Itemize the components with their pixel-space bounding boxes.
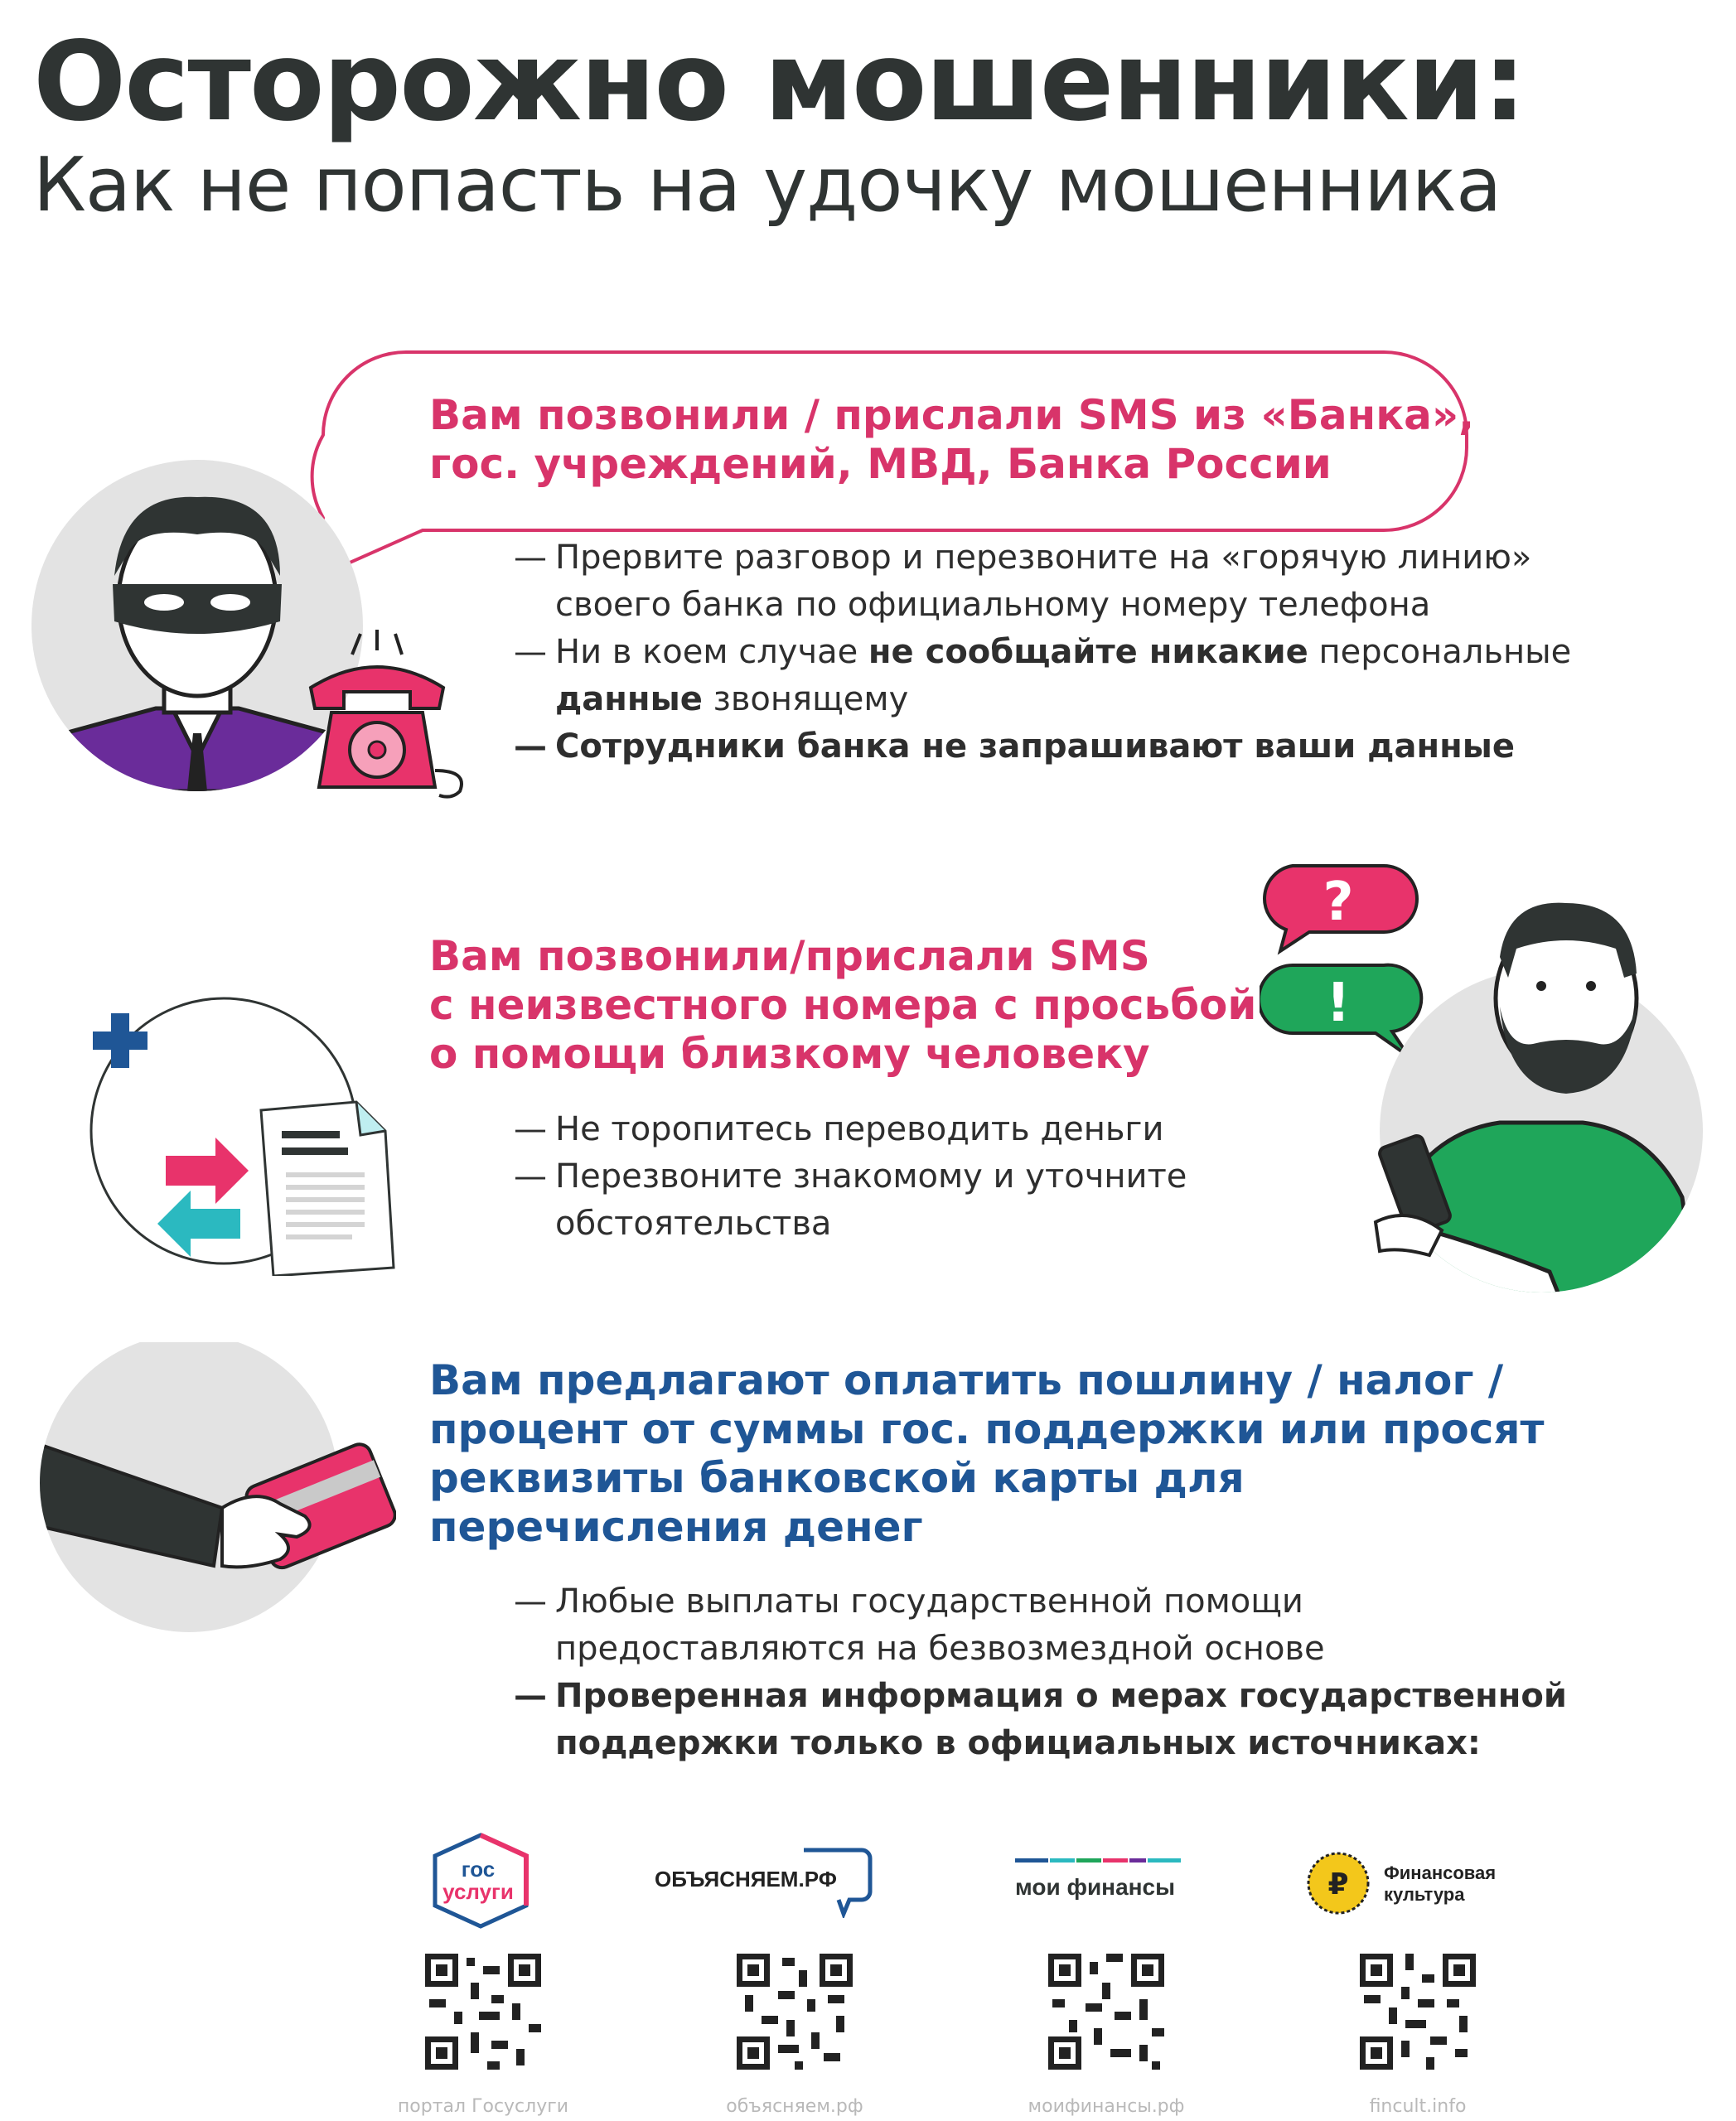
source-caption[interactable]: объясняем.рф bbox=[726, 2096, 863, 2117]
hand-with-card-icon bbox=[31, 1342, 396, 1640]
list-item: — Перезвоните знакомому и уточните обстоятельства bbox=[514, 1153, 1187, 1248]
obyasnyaem-logo-icon bbox=[646, 1843, 878, 1918]
gosuslugi-logo-icon bbox=[427, 1831, 534, 1930]
section1-tips bbox=[514, 534, 1571, 771]
svg-text:культура: культура bbox=[1384, 1884, 1465, 1905]
list-item: — Любые выплаты государственной помощи предоставляются на безвозмездной основе bbox=[514, 1578, 1567, 1673]
list-item: — Не торопитесь переводить деньги bbox=[514, 1106, 1187, 1153]
svg-text:ОБЪЯСНЯЕМ.РФ: ОБЪЯСНЯЕМ.РФ bbox=[655, 1867, 837, 1892]
page-title: Осторожно мошенники: bbox=[33, 18, 1526, 146]
svg-text:Финансовая: Финансовая bbox=[1384, 1863, 1497, 1883]
list-item: — Ни в коем случае не сообщайте никакие персональные данные звонящему bbox=[514, 629, 1571, 723]
section2-heading: Вам позвонили/прислали SMS с неизвестного номера с просьбой о помощи близкому человеку bbox=[429, 932, 1257, 1078]
qr-code bbox=[1044, 1949, 1168, 2074]
list-item: — Прервите разговор и перезвоните на «горячую линию» своего банка по официальному номеру телефона bbox=[514, 534, 1571, 629]
qr-code bbox=[421, 1949, 545, 2074]
section3-heading: Вам предлагают оплатить пошлину / налог / процент от суммы гос. поддержки или просят реквизиты банковской карты для перечисления денег bbox=[429, 1356, 1545, 1551]
section3-tips bbox=[514, 1578, 1567, 1767]
man-with-phone-icon bbox=[1351, 882, 1707, 1321]
fincult-logo-icon bbox=[1305, 1846, 1554, 1920]
page-subtitle: Как не попасть на удочку мошенника bbox=[33, 142, 1501, 229]
svg-text:гос: гос bbox=[461, 1857, 496, 1882]
rotary-phone-icon bbox=[294, 630, 476, 804]
question-bubble: ? bbox=[1323, 872, 1354, 933]
qr-code bbox=[1356, 1949, 1480, 2074]
list-item: — Сотрудники банка не запрашивают ваши данные bbox=[514, 723, 1571, 771]
transfer-document-icon bbox=[83, 994, 398, 1276]
exclamation-bubble: ! bbox=[1326, 973, 1351, 1034]
section2-tips bbox=[514, 1106, 1187, 1248]
source-caption[interactable]: моифинансы.рф bbox=[1028, 2096, 1185, 2117]
qr-code bbox=[733, 1949, 857, 2074]
svg-text:услуги: услуги bbox=[442, 1879, 514, 1904]
moi-finansy-logo-icon bbox=[1007, 1852, 1197, 1910]
svg-text:мои финансы: мои финансы bbox=[1015, 1874, 1176, 1900]
source-caption[interactable]: портал Госуслуги bbox=[397, 2096, 569, 2117]
list-item: — Проверенная информация о мерах государственной поддержки только в официальных источниках: bbox=[514, 1673, 1567, 1767]
svg-text:₽: ₽ bbox=[1327, 1867, 1349, 1901]
source-caption[interactable]: fincult.info bbox=[1369, 2096, 1467, 2117]
section1-heading: Вам позвонили / прислали SMS из «Банка», гос. учреждений, МВД, Банка России bbox=[429, 391, 1475, 488]
